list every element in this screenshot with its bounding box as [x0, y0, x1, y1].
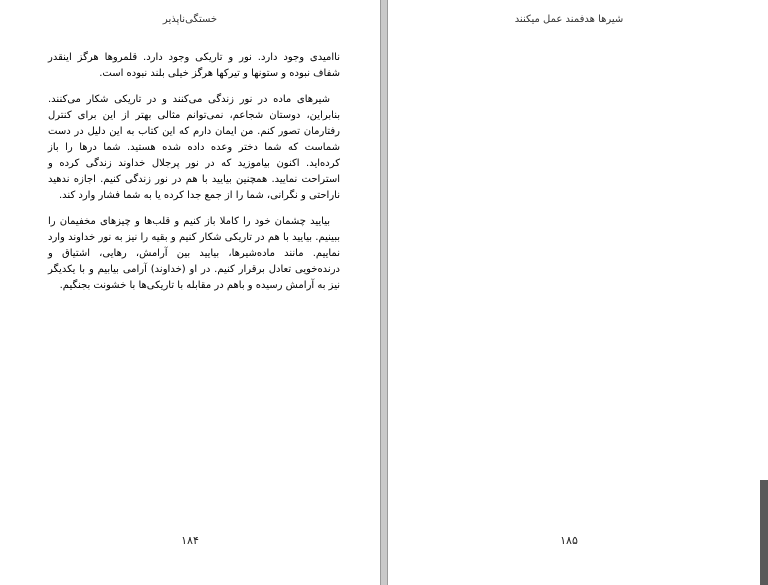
scrollbar-edge[interactable] [760, 480, 768, 585]
left-running-head: خستگی‌ناپذیر [162, 14, 218, 25]
right-running-head: شیرها هدفمند عمل میکنند [514, 14, 624, 25]
paragraph-2: شیرهای ماده در نور زندگی می‌کنند و در تاریکی شکار می‌کنند. بنابراین، دوستان شجاعم، نمی‌توانم مثالی بهتر از این برای کنترل رفتارمان تصور کنم. من ایمان دارم که این کتاب به این دلیل در دست شماست که شما دختر وعده داده شده هستید. شما درها را باز کرده‌اید. اکنون بیاموزید که در نور پرجلال خداوند زندگی کرده و استراحت نمایید. همچنین بیایید با هم در نور زندگی کنیم. اجازه ندهید ناراحتی و نگرانی، شما را از جمع جدا کرده یا به شما فشار وارد کند. [48, 94, 340, 201]
page-gutter [380, 0, 388, 585]
paragraph-3: بیایید چشمان خود را کاملا باز کنیم و قلب‌ها و چیزهای مخفیمان را ببینیم. بیایید با هم در تاریکی شکار کنیم و بقیه را نیز به نور خداوند وارد نماییم. مانند ماده‌شیرها، بیایید بین آرامش، رهایی، اشتیاق و درنده‌خویی تعادل برقرار کنیم. در او (خداوند) آرامی بیابیم و با یکدیگر نیز به آرامش رسیده و باهم در مقابله با تاریکی‌ها با خشونت بجنگیم. [48, 216, 340, 291]
right-page [388, 0, 750, 585]
left-page-number: ۱۸۴ [181, 534, 199, 547]
paragraph-1: ناامیدی وجود دارد. نور و تاریکی وجود دارد. قلمروها هرگز اینقدر شفاف نبوده و ستونها و تیرکها هرگز خیلی بلند نبوده است. [48, 52, 340, 79]
right-page-number: ۱۸۵ [560, 534, 578, 547]
left-page [0, 0, 380, 585]
left-body-text [48, 50, 340, 304]
